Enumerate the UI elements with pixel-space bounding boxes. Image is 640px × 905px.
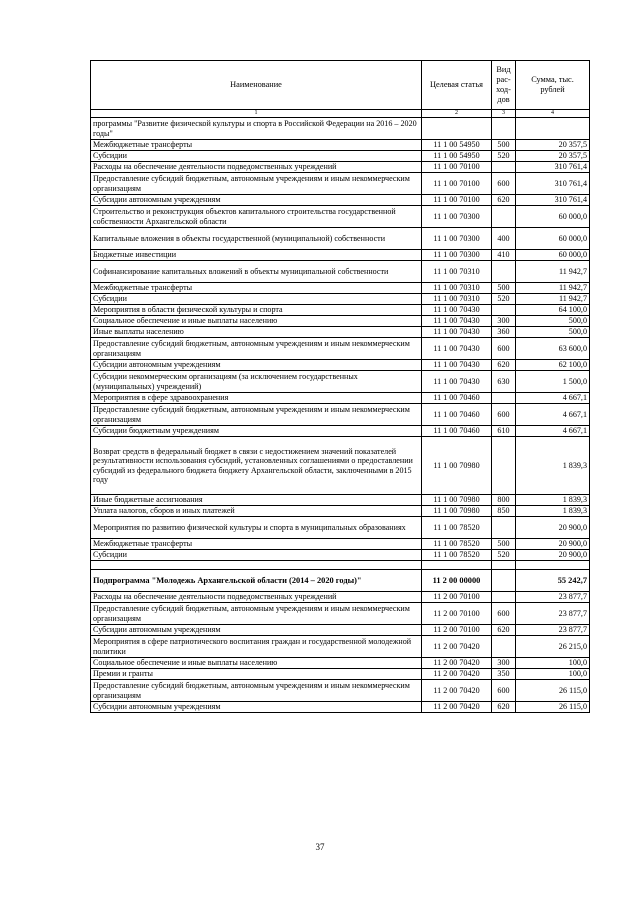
header-sum: Сумма, тыс. рублей (516, 61, 590, 110)
cell-name: Подпрограмма "Молодежь Архангельской области (2014 – 2020 годы)" (91, 570, 422, 592)
cell-vid (492, 561, 516, 570)
table-row (91, 539, 590, 550)
cell-name: Социальное обеспечение и иные выплаты населению (91, 658, 422, 669)
cell-vid: 500 (492, 283, 516, 294)
table-row (91, 506, 590, 517)
cell-name: Субсидии автономным учреждениям (91, 360, 422, 371)
cell-name: Субсидии (91, 294, 422, 305)
cell-code: 11 2 00 70420 (422, 702, 492, 713)
cell-sum: 23 877,7 (516, 603, 590, 625)
cell-vid (492, 570, 516, 592)
cell-vid: 410 (492, 250, 516, 261)
table-row (91, 206, 590, 228)
cell-name: Уплата налогов, сборов и иных платежей (91, 506, 422, 517)
table-row (91, 327, 590, 338)
cell-name: Возврат средств в федеральный бюджет в связи с недостижением значений показателей результативности использования субсидий, установленных соглашениями о предоставлении субсидий из федерального бюджета бюджету Архангельской области, заключенными в 2015 году (91, 437, 422, 495)
cell-vid: 800 (492, 495, 516, 506)
cell-name: Предоставление субсидий бюджетным, автономным учреждениям и иным некоммерческим организациям (91, 603, 422, 625)
table-row (91, 592, 590, 603)
cell-vid: 500 (492, 539, 516, 550)
cell-vid (492, 636, 516, 658)
table-row (91, 437, 590, 495)
table-row (91, 316, 590, 327)
cell-vid: 520 (492, 294, 516, 305)
cell-vid: 360 (492, 327, 516, 338)
cell-code: 11 1 00 70300 (422, 250, 492, 261)
cell-sum: 55 242,7 (516, 570, 590, 592)
cell-sum: 100,0 (516, 669, 590, 680)
cell-code: 11 1 00 54950 (422, 151, 492, 162)
cell-sum: 20 357,5 (516, 151, 590, 162)
cell-code: 11 1 00 70300 (422, 228, 492, 250)
table-row (91, 636, 590, 658)
table-row (91, 283, 590, 294)
header-name: Наименование (91, 61, 422, 110)
cell-code: 11 1 00 70980 (422, 495, 492, 506)
cell-vid (492, 517, 516, 539)
cell-vid: 350 (492, 669, 516, 680)
cell-name: Межбюджетные трансферты (91, 539, 422, 550)
column-number: 1 (91, 110, 422, 118)
cell-name: Премии и гранты (91, 669, 422, 680)
table-row (91, 404, 590, 426)
cell-code: 11 2 00 70420 (422, 658, 492, 669)
cell-code: 11 1 00 70430 (422, 338, 492, 360)
cell-vid: 600 (492, 603, 516, 625)
column-number: 3 (492, 110, 516, 118)
cell-sum: 1 839,3 (516, 437, 590, 495)
cell-code: 11 2 00 70420 (422, 680, 492, 702)
cell-vid: 600 (492, 338, 516, 360)
cell-vid: 600 (492, 680, 516, 702)
table-row (91, 261, 590, 283)
cell-sum: 4 667,1 (516, 404, 590, 426)
cell-vid: 300 (492, 316, 516, 327)
cell-vid (492, 206, 516, 228)
cell-sum: 63 600,0 (516, 338, 590, 360)
cell-sum: 64 100,0 (516, 305, 590, 316)
column-number: 4 (516, 110, 590, 118)
table-row (91, 702, 590, 713)
cell-sum: 310 761,4 (516, 162, 590, 173)
cell-name: Субсидии (91, 151, 422, 162)
table-row (91, 570, 590, 592)
cell-code: 11 1 00 54950 (422, 140, 492, 151)
cell-vid: 520 (492, 550, 516, 561)
table-row (91, 550, 590, 561)
cell-name: программы "Развитие физической культуры и спорта в Российской Федерации на 2016 – 2020 годы" (91, 118, 422, 140)
cell-code: 11 1 00 70310 (422, 283, 492, 294)
cell-sum: 1 839,3 (516, 495, 590, 506)
cell-code: 11 2 00 70100 (422, 592, 492, 603)
table-row (91, 426, 590, 437)
cell-name: Мероприятия в сфере здравоохранения (91, 393, 422, 404)
column-number: 2 (422, 110, 492, 118)
header-vid: Вид рас-ход-дов (492, 61, 516, 110)
page-number: 37 (315, 842, 325, 852)
cell-sum: 60 000,0 (516, 206, 590, 228)
table-row (91, 195, 590, 206)
cell-code: 11 1 00 70430 (422, 316, 492, 327)
cell-sum: 26 115,0 (516, 680, 590, 702)
cell-code: 11 2 00 70420 (422, 669, 492, 680)
cell-name: Субсидии автономным учреждениям (91, 625, 422, 636)
cell-sum: 23 877,7 (516, 625, 590, 636)
cell-name: Мероприятия по развитию физической культуры и спорта в муниципальных образованиях (91, 517, 422, 539)
table-row (91, 669, 590, 680)
cell-code: 11 1 00 70310 (422, 294, 492, 305)
cell-name: Мероприятия в области физической культуры и спорта (91, 305, 422, 316)
cell-vid: 600 (492, 404, 516, 426)
table-row (91, 658, 590, 669)
cell-vid: 620 (492, 360, 516, 371)
cell-sum: 26 215,0 (516, 636, 590, 658)
column-number-row (91, 110, 590, 118)
cell-code: 11 1 00 70980 (422, 437, 492, 495)
cell-name: Капитальные вложения в объекты государственной (муниципальной) собственности (91, 228, 422, 250)
cell-name: Софинансирование капитальных вложений в объекты муниципальной собственности (91, 261, 422, 283)
cell-sum: 60 000,0 (516, 250, 590, 261)
cell-sum: 310 761,4 (516, 173, 590, 195)
cell-vid: 610 (492, 426, 516, 437)
cell-name: Расходы на обеспечение деятельности подведомственных учреждений (91, 162, 422, 173)
cell-sum: 20 900,0 (516, 517, 590, 539)
table-row (91, 360, 590, 371)
cell-name: Субсидии (91, 550, 422, 561)
cell-vid: 400 (492, 228, 516, 250)
table-header-row (91, 61, 590, 110)
cell-name: Мероприятия в сфере патриотического воспитания граждан и государственной молодежной политики (91, 636, 422, 658)
cell-code: 11 2 00 70420 (422, 636, 492, 658)
cell-sum: 4 667,1 (516, 426, 590, 437)
cell-name: Предоставление субсидий бюджетным, автономным учреждениям и иным некоммерческим организациям (91, 173, 422, 195)
cell-code: 11 1 00 70100 (422, 173, 492, 195)
cell-vid: 620 (492, 195, 516, 206)
table-row (91, 294, 590, 305)
cell-code (422, 561, 492, 570)
cell-code: 11 1 00 70980 (422, 506, 492, 517)
cell-code: 11 1 00 70430 (422, 327, 492, 338)
table-row (91, 305, 590, 316)
table-row (91, 140, 590, 151)
cell-code: 11 1 00 78520 (422, 539, 492, 550)
cell-name: Строительство и реконструкция объектов капитального строительства государственной собственности Архангельской области (91, 206, 422, 228)
cell-vid (492, 305, 516, 316)
table-row (91, 680, 590, 702)
cell-name: Субсидии бюджетным учреждениям (91, 426, 422, 437)
cell-code: 11 1 00 78520 (422, 517, 492, 539)
table-row (91, 517, 590, 539)
table-row (91, 495, 590, 506)
cell-name (91, 561, 422, 570)
cell-sum: 500,0 (516, 316, 590, 327)
cell-code: 11 2 00 70100 (422, 603, 492, 625)
cell-vid (492, 393, 516, 404)
cell-code (422, 118, 492, 140)
cell-sum: 1 500,0 (516, 371, 590, 393)
cell-name: Бюджетные инвестиции (91, 250, 422, 261)
cell-code: 11 1 00 70430 (422, 371, 492, 393)
cell-name: Предоставление субсидий бюджетным, автономным учреждениям и иным некоммерческим организациям (91, 680, 422, 702)
cell-code: 11 1 00 70460 (422, 404, 492, 426)
cell-name: Межбюджетные трансферты (91, 283, 422, 294)
cell-sum: 1 839,3 (516, 506, 590, 517)
cell-vid (492, 437, 516, 495)
table-row (91, 151, 590, 162)
table-row (91, 603, 590, 625)
cell-name: Субсидии некоммерческим организациям (за исключением государственных (муниципальных) учреждений) (91, 371, 422, 393)
cell-sum: 11 942,7 (516, 261, 590, 283)
table-row (91, 228, 590, 250)
cell-code: 11 2 00 00000 (422, 570, 492, 592)
table-row (91, 162, 590, 173)
cell-name: Субсидии автономным учреждениям (91, 195, 422, 206)
spacer-row (91, 561, 590, 570)
cell-sum: 26 115,0 (516, 702, 590, 713)
cell-name: Расходы на обеспечение деятельности подведомственных учреждений (91, 592, 422, 603)
cell-sum: 20 357,5 (516, 140, 590, 151)
cell-sum: 4 667,1 (516, 393, 590, 404)
cell-sum: 100,0 (516, 658, 590, 669)
cell-vid: 630 (492, 371, 516, 393)
cell-sum (516, 118, 590, 140)
cell-sum: 500,0 (516, 327, 590, 338)
cell-vid (492, 162, 516, 173)
table-row (91, 338, 590, 360)
cell-vid: 500 (492, 140, 516, 151)
table-row (91, 393, 590, 404)
cell-vid (492, 261, 516, 283)
cell-code: 11 2 00 70100 (422, 625, 492, 636)
cell-name: Иные бюджетные ассигнования (91, 495, 422, 506)
cell-vid (492, 118, 516, 140)
table-body (91, 118, 590, 713)
cell-sum: 62 100,0 (516, 360, 590, 371)
cell-vid: 600 (492, 173, 516, 195)
table-row (91, 250, 590, 261)
table-row (91, 118, 590, 140)
cell-code: 11 1 00 70460 (422, 393, 492, 404)
cell-vid: 620 (492, 702, 516, 713)
cell-sum: 23 877,7 (516, 592, 590, 603)
cell-name: Социальное обеспечение и иные выплаты населению (91, 316, 422, 327)
cell-sum: 60 000,0 (516, 228, 590, 250)
cell-sum: 20 900,0 (516, 550, 590, 561)
cell-vid: 620 (492, 625, 516, 636)
cell-vid: 850 (492, 506, 516, 517)
cell-sum: 11 942,7 (516, 294, 590, 305)
cell-code: 11 1 00 70430 (422, 360, 492, 371)
cell-code: 11 1 00 70100 (422, 195, 492, 206)
cell-sum: 20 900,0 (516, 539, 590, 550)
cell-name: Иные выплаты населению (91, 327, 422, 338)
table-row (91, 625, 590, 636)
cell-vid: 300 (492, 658, 516, 669)
cell-name: Субсидии автономным учреждениям (91, 702, 422, 713)
header-code: Целевая статья (422, 61, 492, 110)
table-row (91, 173, 590, 195)
cell-vid: 520 (492, 151, 516, 162)
cell-code: 11 1 00 70310 (422, 261, 492, 283)
cell-code: 11 1 00 70300 (422, 206, 492, 228)
cell-name: Межбюджетные трансферты (91, 140, 422, 151)
cell-code: 11 1 00 70100 (422, 162, 492, 173)
cell-code: 11 1 00 70460 (422, 426, 492, 437)
cell-code: 11 1 00 70430 (422, 305, 492, 316)
cell-vid (492, 592, 516, 603)
table-row (91, 371, 590, 393)
cell-sum: 310 761,4 (516, 195, 590, 206)
budget-table (90, 60, 590, 713)
cell-sum (516, 561, 590, 570)
cell-name: Предоставление субсидий бюджетным, автономным учреждениям и иным некоммерческим организациям (91, 338, 422, 360)
cell-code: 11 1 00 78520 (422, 550, 492, 561)
cell-sum: 11 942,7 (516, 283, 590, 294)
cell-name: Предоставление субсидий бюджетным, автономным учреждениям и иным некоммерческим организациям (91, 404, 422, 426)
